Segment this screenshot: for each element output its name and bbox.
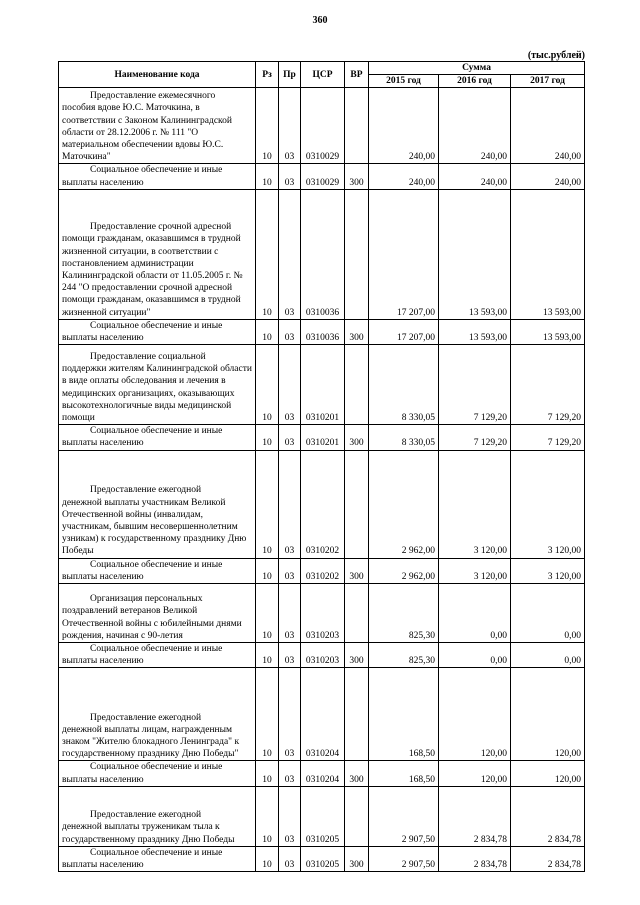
row-name-lead: Социальное обеспечение и иные: [90, 847, 223, 858]
row-name-cell: [59, 88, 256, 164]
row-name-lead: Социальное обеспечение и иные: [90, 165, 223, 176]
row-name-text: поздравлений ветеранов Великой Отечественной войны с юбилейными днями рождения, начиная с 90-летия: [62, 606, 242, 641]
table-row: [59, 319, 585, 344]
row-name-lead: Предоставление ежегодной: [90, 810, 202, 821]
row-vr-cell: 300: [345, 643, 369, 668]
row-name-text: выплаты населению: [62, 656, 144, 667]
row-pr-cell: 03: [279, 761, 301, 786]
row-name-cell: [59, 761, 256, 786]
row-name-text: выплаты населению: [62, 774, 144, 785]
row-2015-cell: 168,50: [369, 668, 439, 761]
row-2016-cell: 0,00: [439, 584, 511, 643]
row-rz-cell: 10: [256, 345, 279, 425]
row-2015-cell: 240,00: [369, 88, 439, 164]
row-2017-cell: 13 593,00: [511, 319, 585, 344]
row-2015-cell: 17 207,00: [369, 319, 439, 344]
row-vr-cell: [345, 345, 369, 425]
row-rz-cell: 10: [256, 643, 279, 668]
row-2015-cell: 2 962,00: [369, 450, 439, 558]
table-row: [59, 189, 585, 319]
row-rz-cell: 10: [256, 450, 279, 558]
row-pr-cell: 03: [279, 189, 301, 319]
table-row: [59, 761, 585, 786]
table-row: [59, 450, 585, 558]
row-csr-cell: 0310202: [301, 450, 345, 558]
row-name-text: выплаты населению: [62, 333, 144, 344]
row-vr-cell: [345, 450, 369, 558]
row-2016-cell: 2 834,78: [439, 786, 511, 846]
row-2016-cell: 2 834,78: [439, 846, 511, 871]
table-row: [59, 88, 585, 164]
row-rz-cell: 10: [256, 846, 279, 871]
row-rz-cell: 10: [256, 425, 279, 450]
row-name-cell: [59, 786, 256, 846]
row-vr-cell: [345, 189, 369, 319]
row-name-lead: Социальное обеспечение и иные: [90, 644, 223, 655]
row-2015-cell: 2 962,00: [369, 558, 439, 583]
row-csr-cell: 0310205: [301, 786, 345, 846]
row-name-text: денежной выплаты участникам Великой Отечественной войны (инвалидам, участникам, бывшим несовершеннолетним узникам) к государственному празднику Дню Победы: [62, 497, 247, 557]
row-2016-cell: 120,00: [439, 668, 511, 761]
row-name-cell: [59, 425, 256, 450]
row-name-lead: Предоставление ежегодной: [90, 485, 202, 496]
header-2017: 2017 год: [511, 75, 585, 88]
row-2015-cell: 8 330,05: [369, 345, 439, 425]
row-vr-cell: 300: [345, 558, 369, 583]
row-name-cell: [59, 164, 256, 189]
row-2016-cell: 7 129,20: [439, 425, 511, 450]
row-name-cell: [59, 345, 256, 425]
row-2016-cell: 13 593,00: [439, 319, 511, 344]
row-vr-cell: [345, 668, 369, 761]
row-pr-cell: 03: [279, 88, 301, 164]
row-2015-cell: 8 330,05: [369, 425, 439, 450]
table-body: [59, 88, 585, 872]
page-number: 360: [312, 15, 328, 26]
row-name-text: денежной выплаты лицам, награжденным знаком "Жителю блокадного Ленинграда" к государственному празднику Дню Победы": [62, 724, 240, 760]
row-rz-cell: 10: [256, 189, 279, 319]
row-name-text: выплаты населению: [62, 860, 144, 871]
row-name-lead: Социальное обеспечение и иные: [90, 559, 223, 570]
header-2016: 2016 год: [439, 75, 511, 88]
row-name-lead: Социальное обеспечение и иные: [90, 762, 223, 773]
row-2017-cell: 7 129,20: [511, 425, 585, 450]
row-csr-cell: 0310204: [301, 761, 345, 786]
row-2016-cell: 120,00: [439, 761, 511, 786]
row-csr-cell: 0310029: [301, 164, 345, 189]
row-name-lead: Предоставление социальной: [90, 352, 206, 362]
row-name-cell: [59, 319, 256, 344]
row-pr-cell: 03: [279, 643, 301, 668]
row-vr-cell: 300: [345, 164, 369, 189]
row-vr-cell: [345, 584, 369, 643]
table-row: [59, 345, 585, 425]
row-2016-cell: 240,00: [439, 88, 511, 164]
row-name-text: выплаты населению: [62, 571, 144, 582]
row-2017-cell: 3 120,00: [511, 558, 585, 583]
row-name-text: поддержки жителям Калининградской области в виде оплаты обследования и лечения в медицинских организациях, оказывающих высокотехнологичные виды медицинской помощи: [62, 364, 252, 424]
table-row: [59, 425, 585, 450]
row-pr-cell: 03: [279, 425, 301, 450]
row-2017-cell: 0,00: [511, 643, 585, 668]
row-2015-cell: 168,50: [369, 761, 439, 786]
row-2017-cell: 7 129,20: [511, 345, 585, 425]
row-vr-cell: 300: [345, 319, 369, 344]
table-row: [59, 558, 585, 583]
row-csr-cell: 0310201: [301, 345, 345, 425]
row-vr-cell: 300: [345, 761, 369, 786]
row-2016-cell: 3 120,00: [439, 450, 511, 558]
row-2017-cell: 2 834,78: [511, 846, 585, 871]
row-csr-cell: 0310204: [301, 668, 345, 761]
row-name-text: выплаты населению: [62, 438, 144, 449]
row-2015-cell: 2 907,50: [369, 786, 439, 846]
row-pr-cell: 03: [279, 319, 301, 344]
row-name-cell: [59, 584, 256, 643]
table-row: [59, 668, 585, 761]
row-2017-cell: 2 834,78: [511, 786, 585, 846]
row-name-lead: Социальное обеспечение и иные: [90, 320, 223, 331]
row-rz-cell: 10: [256, 88, 279, 164]
header-pr: Пр: [279, 62, 301, 88]
row-pr-cell: 03: [279, 846, 301, 871]
row-2017-cell: 3 120,00: [511, 450, 585, 558]
row-2017-cell: 13 593,00: [511, 189, 585, 319]
row-2017-cell: 120,00: [511, 761, 585, 786]
header-vr: ВР: [345, 62, 369, 88]
header-sum: Сумма: [369, 62, 585, 75]
row-vr-cell: [345, 786, 369, 846]
row-pr-cell: 03: [279, 164, 301, 189]
table-row: [59, 786, 585, 846]
row-name-cell: [59, 450, 256, 558]
row-name-cell: [59, 846, 256, 871]
row-rz-cell: 10: [256, 319, 279, 344]
row-name-cell: [59, 668, 256, 761]
row-2015-cell: 825,30: [369, 643, 439, 668]
table-header: [59, 62, 585, 88]
row-name-text: выплаты населению: [62, 177, 144, 188]
row-csr-cell: 0310201: [301, 425, 345, 450]
row-rz-cell: 10: [256, 786, 279, 846]
row-csr-cell: 0310202: [301, 558, 345, 583]
row-rz-cell: 10: [256, 668, 279, 761]
row-rz-cell: 10: [256, 761, 279, 786]
row-2017-cell: 0,00: [511, 584, 585, 643]
row-vr-cell: [345, 88, 369, 164]
row-name-cell: [59, 189, 256, 319]
row-rz-cell: 10: [256, 558, 279, 583]
row-name-text: денежной выплаты труженикам тыла к государственному празднику Дню Победы: [62, 822, 235, 845]
header-csr: ЦСР: [301, 62, 345, 88]
header-name: Наименование кода: [59, 62, 256, 88]
row-csr-cell: 0310205: [301, 846, 345, 871]
row-name-lead: Предоставление срочной адресной: [90, 222, 232, 233]
row-name-lead: Предоставление ежегодной: [90, 712, 202, 723]
row-2016-cell: 0,00: [439, 643, 511, 668]
table-row: [59, 846, 585, 871]
table-row: [59, 164, 585, 189]
row-pr-cell: 03: [279, 668, 301, 761]
header-2015: 2015 год: [369, 75, 439, 88]
row-name-lead: Социальное обеспечение и иные: [90, 426, 223, 437]
budget-table: [58, 61, 585, 872]
row-2017-cell: 240,00: [511, 88, 585, 164]
row-csr-cell: 0310036: [301, 189, 345, 319]
row-vr-cell: 300: [345, 425, 369, 450]
row-2015-cell: 240,00: [369, 164, 439, 189]
row-name-text: помощи гражданам, оказавшимся в трудной жизненной ситуации, в соответствии с постановлением администрации Калининградской области от 11.05.2005 г. № 244 "О предоставлении срочной адресной помощи гражданам, оказавшимся в трудной жизненной ситуации": [62, 234, 243, 318]
row-name-text: пособия вдове Ю.С. Маточкина, в соответствии с Законом Калининградской области от 28.12.2006 г. № 111 "О материальном обеспечении вдовы Ю.С. Маточкина": [62, 103, 233, 163]
row-pr-cell: 03: [279, 450, 301, 558]
row-name-cell: [59, 558, 256, 583]
row-csr-cell: 0310203: [301, 643, 345, 668]
row-2016-cell: 13 593,00: [439, 189, 511, 319]
row-name-lead: Организация персональных: [90, 594, 203, 605]
row-2015-cell: 2 907,50: [369, 846, 439, 871]
row-csr-cell: 0310203: [301, 584, 345, 643]
row-2016-cell: 3 120,00: [439, 558, 511, 583]
row-2017-cell: 240,00: [511, 164, 585, 189]
row-csr-cell: 0310036: [301, 319, 345, 344]
row-2016-cell: 240,00: [439, 164, 511, 189]
row-pr-cell: 03: [279, 558, 301, 583]
row-csr-cell: 0310029: [301, 88, 345, 164]
row-2015-cell: 825,30: [369, 584, 439, 643]
table-row: [59, 643, 585, 668]
row-rz-cell: 10: [256, 164, 279, 189]
row-pr-cell: 03: [279, 345, 301, 425]
table-row: [59, 584, 585, 643]
row-name-lead: Предоставление ежемесячного: [90, 91, 216, 102]
row-pr-cell: 03: [279, 584, 301, 643]
row-name-cell: [59, 643, 256, 668]
row-vr-cell: 300: [345, 846, 369, 871]
header-rz: Рз: [256, 62, 279, 88]
row-pr-cell: 03: [279, 786, 301, 846]
row-2017-cell: 120,00: [511, 668, 585, 761]
row-rz-cell: 10: [256, 584, 279, 643]
row-2016-cell: 7 129,20: [439, 345, 511, 425]
row-2015-cell: 17 207,00: [369, 189, 439, 319]
units-label: (тыс.рублей): [527, 50, 585, 61]
